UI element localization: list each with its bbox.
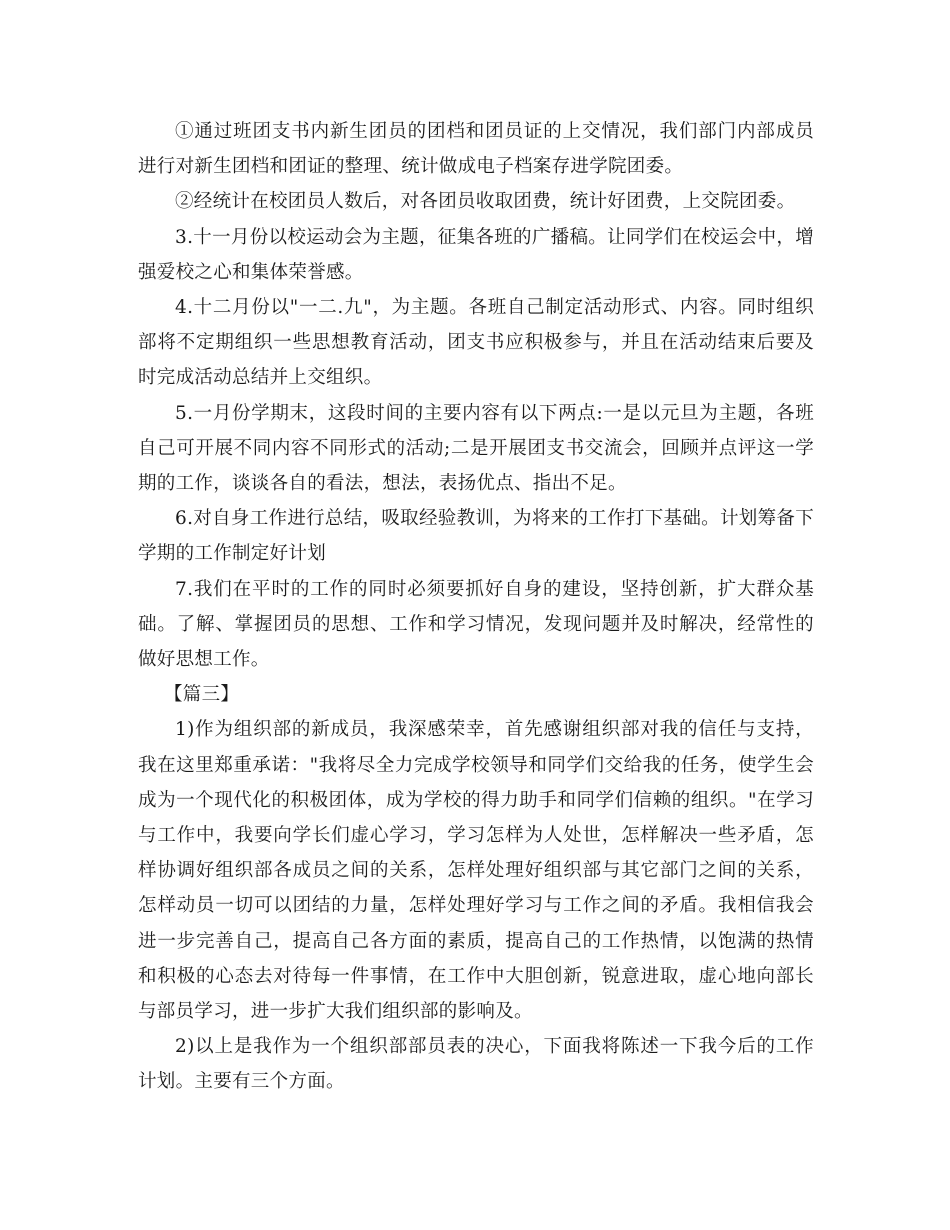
paragraph-2: ②经统计在校团员人数后，对各团员收取团费，统计好团费，上交院团委。 bbox=[175, 191, 796, 213]
paragraph-5: 5.一月份学期末，这段时间的主要内容有以下两点:一是以元旦为主题，各班自己可开展不同内容不同形式的活动;二是开展团支书交流会，回顾并点评这一学期的工作，谈谈各自的看法，想法，表扬优点、指出不足。 bbox=[138, 402, 814, 495]
paragraph-1: ①通过班团支书内新生团员的团档和团员证的上交情况，我们部门内部成员进行对新生团档和团证的整理、统计做成电子档案存进学院团委。 bbox=[138, 121, 814, 178]
paragraph-4: 4.十二月份以"一二.九"，为主题。各班自己制定活动形式、内容。同时组织部将不定期组织一些思想教育活动，团支书应积极参与，并且在活动结束后要及时完成活动总结并上交组织。 bbox=[138, 297, 814, 389]
paragraph-3: 3.十一月份以校运动会为主题，征集各班的广播稿。让同学们在校运会中，增强爱校之心和集体荣誉感。 bbox=[138, 226, 814, 283]
document-body bbox=[138, 114, 814, 1100]
section-heading: 【篇三】 bbox=[164, 684, 240, 706]
paragraph-8: 1)作为组织部的新成员，我深感荣幸，首先感谢组织部对我的信任与支持，我在这里郑重承诺："我将尽全力完成学校领导和同学们交给我的任务，使学生会成为一个现代化的积极团体，成为学校的得力助手和同学们信赖的组织。"在学习与工作中，我要向学长们虚心学习，学习怎样为人处世，怎样解决一些矛盾，怎样协调好组织部各成员之间的关系，怎样处理好组织部与其它部门之间的关系，怎样动员一切可以团结的力量，怎样处理好学习与工作之间的矛盾。我相信我会进一步完善自己，提高自己各方面的素质，提高自己的工作热情，以饱满的热情和积极的心态去对待每一件事情，在工作中大胆创新，锐意进取，虚心地向部长与部员学习，进一步扩大我们组织部的影响及。 bbox=[138, 719, 814, 1023]
paragraph-7: 7.我们在平时的工作的同时必须要抓好自身的建设，坚持创新，扩大群众基础。了解、掌握团员的思想、工作和学习情况，发现问题并及时解决，经常性的做好思想工作。 bbox=[138, 578, 814, 671]
paragraph-6: 6.对自身工作进行总结，吸取经验教训，为将来的工作打下基础。计划筹备下学期的工作制定好计划 bbox=[138, 508, 814, 565]
paragraph-9: 2)以上是我作为一个组织部部员表的决心，下面我将陈述一下我今后的工作计划。主要有三个方面。 bbox=[138, 1036, 814, 1093]
